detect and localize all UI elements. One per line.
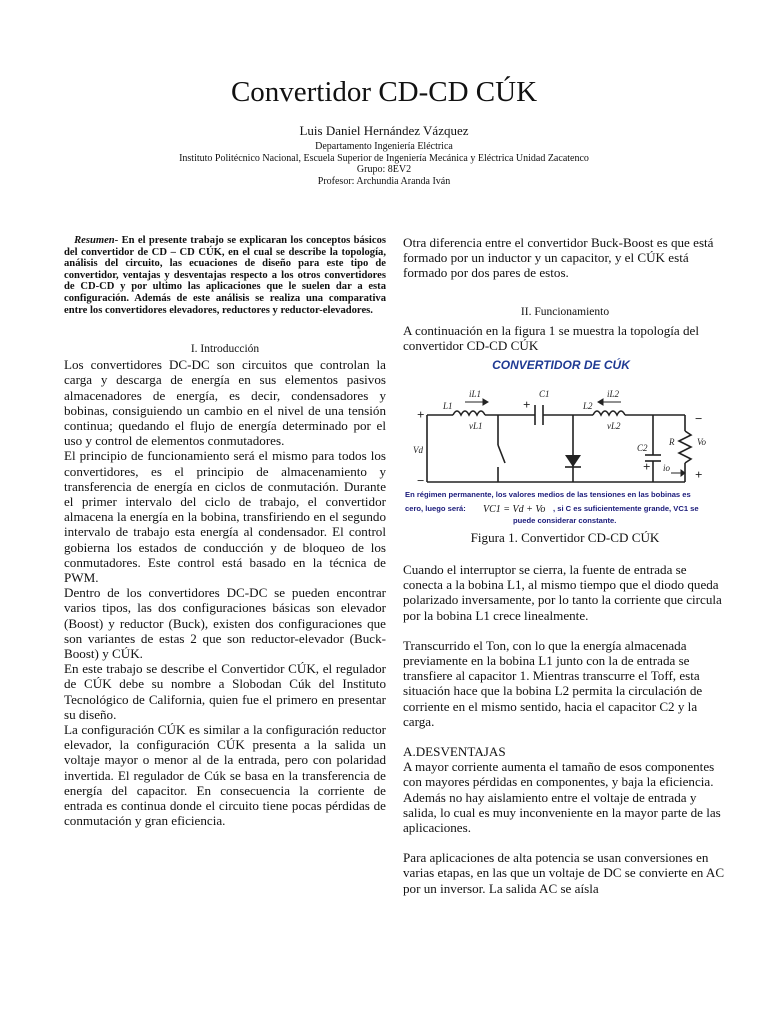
figure-equation: VC1 = Vd + Vo xyxy=(483,504,546,516)
figure-note-line-2a: cero, luego será: xyxy=(405,504,466,514)
intro-paragraph-3: Dentro de los convertidores DC-DC se pueden encontrar varios tipos, las dos configuraciones básicas son elevador (Boost) y reductor (Buck), existen dos configuraciones que son variantes de estas 2 que son reductor-elevador (Buck-Boost) y CÚK. xyxy=(64,585,386,662)
left-column xyxy=(64,235,386,828)
label-il2: iL2 xyxy=(607,389,620,400)
figure-note-line-3: puede considerar constante. xyxy=(513,516,617,526)
intro-paragraph-2: El principio de funcionamiento será el mismo para todos los convertidores, es el principio de almacenamiento y transferencia de energía en ciclos de conmutación. Durante el primer intervalo del ciclo de trabajo, el convertidor almacena la energía en la bobina, transfiriendo en el segundo intervalo de trabajo esta energía al condensador. El control gobierna los estados de conducción y de bloqueo de los conmutadores. Este control está basado en la técnica de PWM. xyxy=(64,448,386,585)
label-l1: L1 xyxy=(443,401,453,412)
disadvantages-paragraph-2: Para aplicaciones de alta potencia se usan conversiones en varias etapas, en las que un voltaje de DC se convierte en AC por un inversor. La salida AC se aísla xyxy=(403,850,725,896)
cuk-circuit-diagram xyxy=(403,357,727,527)
func-heading: II. Funcionamiento xyxy=(520,305,610,318)
svg-text:+: + xyxy=(417,407,425,423)
disadvantages-heading: A.DESVENTAJAS xyxy=(403,744,506,760)
svg-text:+: + xyxy=(643,459,651,475)
label-vd: Vd xyxy=(413,445,423,456)
label-c1: C1 xyxy=(539,389,550,400)
func-paragraph-2: Transcurrido el Ton, con lo que la energía almacenada previamente en la bobina L1 junto con la de entrada se transfiere al capacitor 1. Mientras transcurre el Toff, esta situación hace que la bobina L2 permita la circulación de corriente en el mismo sentido, hacia el capacitor C2 y la carga. xyxy=(403,637,703,729)
label-vo: Vo xyxy=(697,437,706,448)
intro-heading: I. Introducción xyxy=(190,343,260,356)
figure-note-line-2b: , si C es suficientemente grande, VC1 se xyxy=(553,504,699,514)
svg-text:+: + xyxy=(695,467,703,483)
intro-paragraph-5: La configuración CÚK es similar a la configuración reductor elevador, la configuración CÚK presenta a la salida un voltaje mayor o menor al de la entrada, pero con polaridad invertida. El regulador de Cúk se basa en la transferencia de energía del capacitor. En consecuencia la corriente de entrada es continua donde el circuito tiene pocas pérdidas de conmutación y gran eficiencia. xyxy=(64,722,386,829)
department: Departamento Ingeniería Eléctrica xyxy=(315,141,453,152)
right-column xyxy=(403,235,727,896)
label-vl1: vL1 xyxy=(469,421,483,432)
polarity-marks xyxy=(417,397,702,488)
disadvantages-paragraph-1: A mayor corriente aumenta el tamaño de esos componentes con mayores pérdidas en componentes, y baja la eficiencia. Además no hay aislamiento entre el voltaje de entrada y salida, lo cual es muy inconveniente en la mayor parte de las aplicaciones. xyxy=(403,759,721,836)
func-paragraph-1: Cuando el interruptor se cierra, la fuente de entrada se conecta a la bobina L1, al mismo tiempo que el diodo queda polarizado inversamente, por lo tanto la corriente que circula por la bobina L1 crece linealmente. xyxy=(403,562,722,623)
author-name: Luis Daniel Hernández Vázquez xyxy=(299,123,469,138)
label-il1: iL1 xyxy=(469,389,482,400)
func-intro-paragraph: A continuación en la figura 1 se muestra la topología del convertidor CD-CD CÚK xyxy=(403,322,699,353)
label-vl2: vL2 xyxy=(607,421,621,432)
intro-paragraph-1: Los convertidores DC-DC son circuitos que controlan la carga y descarga de energía en sus elementos pasivos almacenadores de energía, es decir, condensadores y bobinas, consiguiendo un cambio en el nivel de una tensión continua; quedando el flujo de energía determinado por el uso y control de elementos conmutadores. xyxy=(64,357,386,449)
affiliation-block xyxy=(0,141,768,187)
diode-symbol xyxy=(565,455,581,467)
label-io: io xyxy=(663,463,671,474)
intro-paragraph-4: En este trabajo se describe el Convertidor CÚK, el regulador de CÚK debe su nombre a Slobodan Cúk del Instituto Tecnológico de California, quien fue el primero en presentar su diseño. xyxy=(64,661,386,722)
figure-note-line-1: En régimen permanente, los valores medios de las tensiones en las bobinas es xyxy=(405,490,691,500)
svg-text:−: − xyxy=(417,473,425,489)
right-intro-paragraph: Otra diferencia entre el convertidor Buck-Boost es que está formado por un inductor y un capacitor, y el CÚK está formado por dos pares de estos. xyxy=(403,235,714,281)
professor: Profesor: Archundia Aranda Iván xyxy=(317,175,451,187)
figure-caption: Figura 1. Convertidor CD-CD CÚK xyxy=(470,530,660,546)
label-l2: L2 xyxy=(583,401,593,412)
paper-title: Convertidor CD-CD CÚK xyxy=(230,76,538,108)
abstract-text: En el presente trabajo se explicaran los conceptos básicos del convertidor de CD – CD CÚK, en el cual se describe la topología, análisis del circuito, las ecuaciones de diseño para este tipo de convertidor, ventajas y desventajas respecto a los otros convertidores de CD-CD y por ultimo las aplicaciones que le suelen dar a esta configuración. Además de este análisis se realiza una comparativa entre los convertidores elevadores, reductores y reductor-elevadores. xyxy=(64,235,386,316)
group: Grupo: 8EV2 xyxy=(356,164,412,175)
label-c2: C2 xyxy=(637,443,648,454)
figure-title: CONVERTIDOR DE CÚK xyxy=(492,358,630,373)
svg-text:−: − xyxy=(695,411,703,427)
label-r: R xyxy=(669,437,675,448)
figure-1 xyxy=(403,357,727,527)
institution: Instituto Politécnico Nacional, Escuela Superior de Ingeniería Mecánica y Eléctrica Unidad Zacatenco xyxy=(179,152,589,164)
abstract-lead: Resumen- xyxy=(74,235,119,246)
abstract xyxy=(64,235,386,316)
svg-text:+: + xyxy=(523,397,531,413)
